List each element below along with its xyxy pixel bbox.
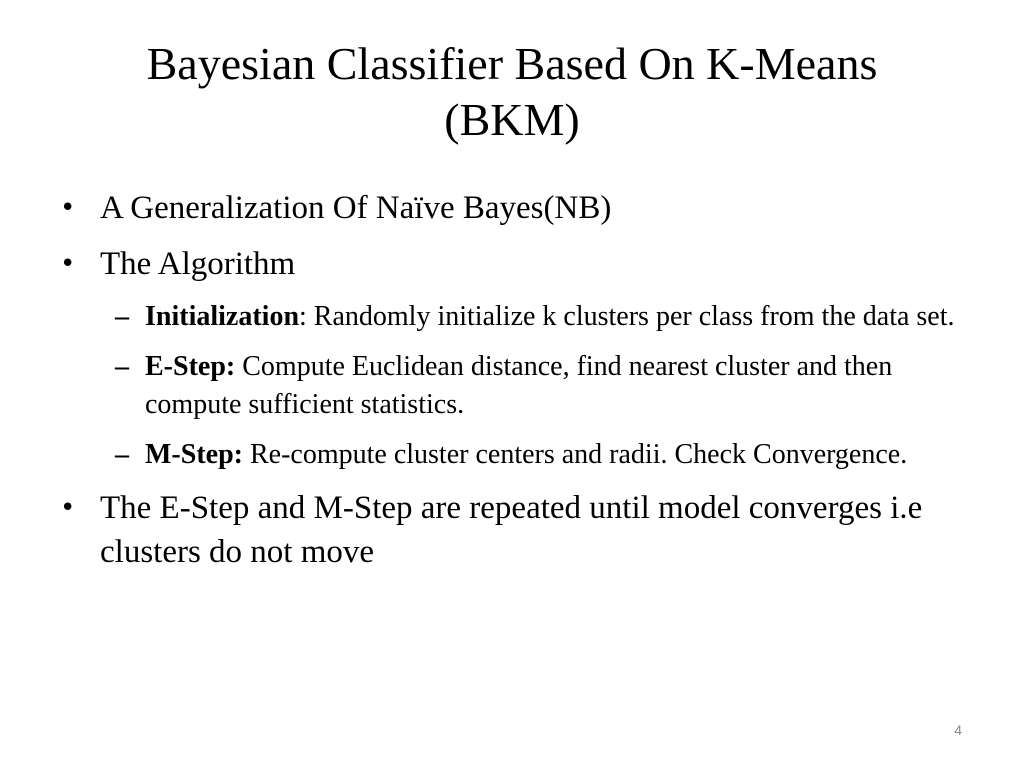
sub-bullet-item	[60, 298, 960, 336]
bullet-icon: •	[60, 193, 76, 223]
sub-bullet-text: Compute Euclidean distance, find nearest cluster and then compute sufficient statistics.	[145, 351, 893, 420]
sub-bullet-term: Initialization	[145, 301, 300, 332]
sub-bullet-text: Randomly initialize k clusters per class from the data set.	[306, 301, 955, 332]
sub-bullet-term: E-Step:	[145, 351, 236, 382]
title-line-1: Bayesian Classifier Based On K-Means	[146, 38, 878, 89]
bullet-icon: •	[60, 493, 76, 523]
sub-bullet-term: M-Step:	[145, 439, 243, 470]
sub-bullet-separator: :	[299, 301, 307, 332]
dash-icon: –	[115, 439, 129, 470]
bullet-text: The E-Step and M-Step are repeated until model converges i.e clusters do not move	[100, 490, 923, 570]
sub-bullet-item	[60, 436, 960, 474]
sub-bullet-list	[60, 298, 960, 474]
bullet-text: The Algorithm	[100, 246, 296, 282]
bullet-item	[60, 186, 960, 230]
bullet-icon: •	[60, 249, 76, 279]
bullet-text: A Generalization Of Naïve Bayes(NB)	[100, 190, 612, 226]
dash-icon: –	[115, 301, 129, 332]
title-line-2: (BKM)	[444, 94, 580, 145]
bullet-item	[60, 486, 960, 574]
slide-body	[60, 186, 960, 586]
page-number: 4	[954, 722, 962, 738]
slide-title	[40, 36, 984, 148]
sub-bullet-text: Re-compute cluster centers and radii. Check Convergence.	[242, 439, 908, 470]
sub-bullet-item	[60, 348, 960, 424]
bullet-item	[60, 242, 960, 286]
dash-icon: –	[115, 351, 129, 382]
